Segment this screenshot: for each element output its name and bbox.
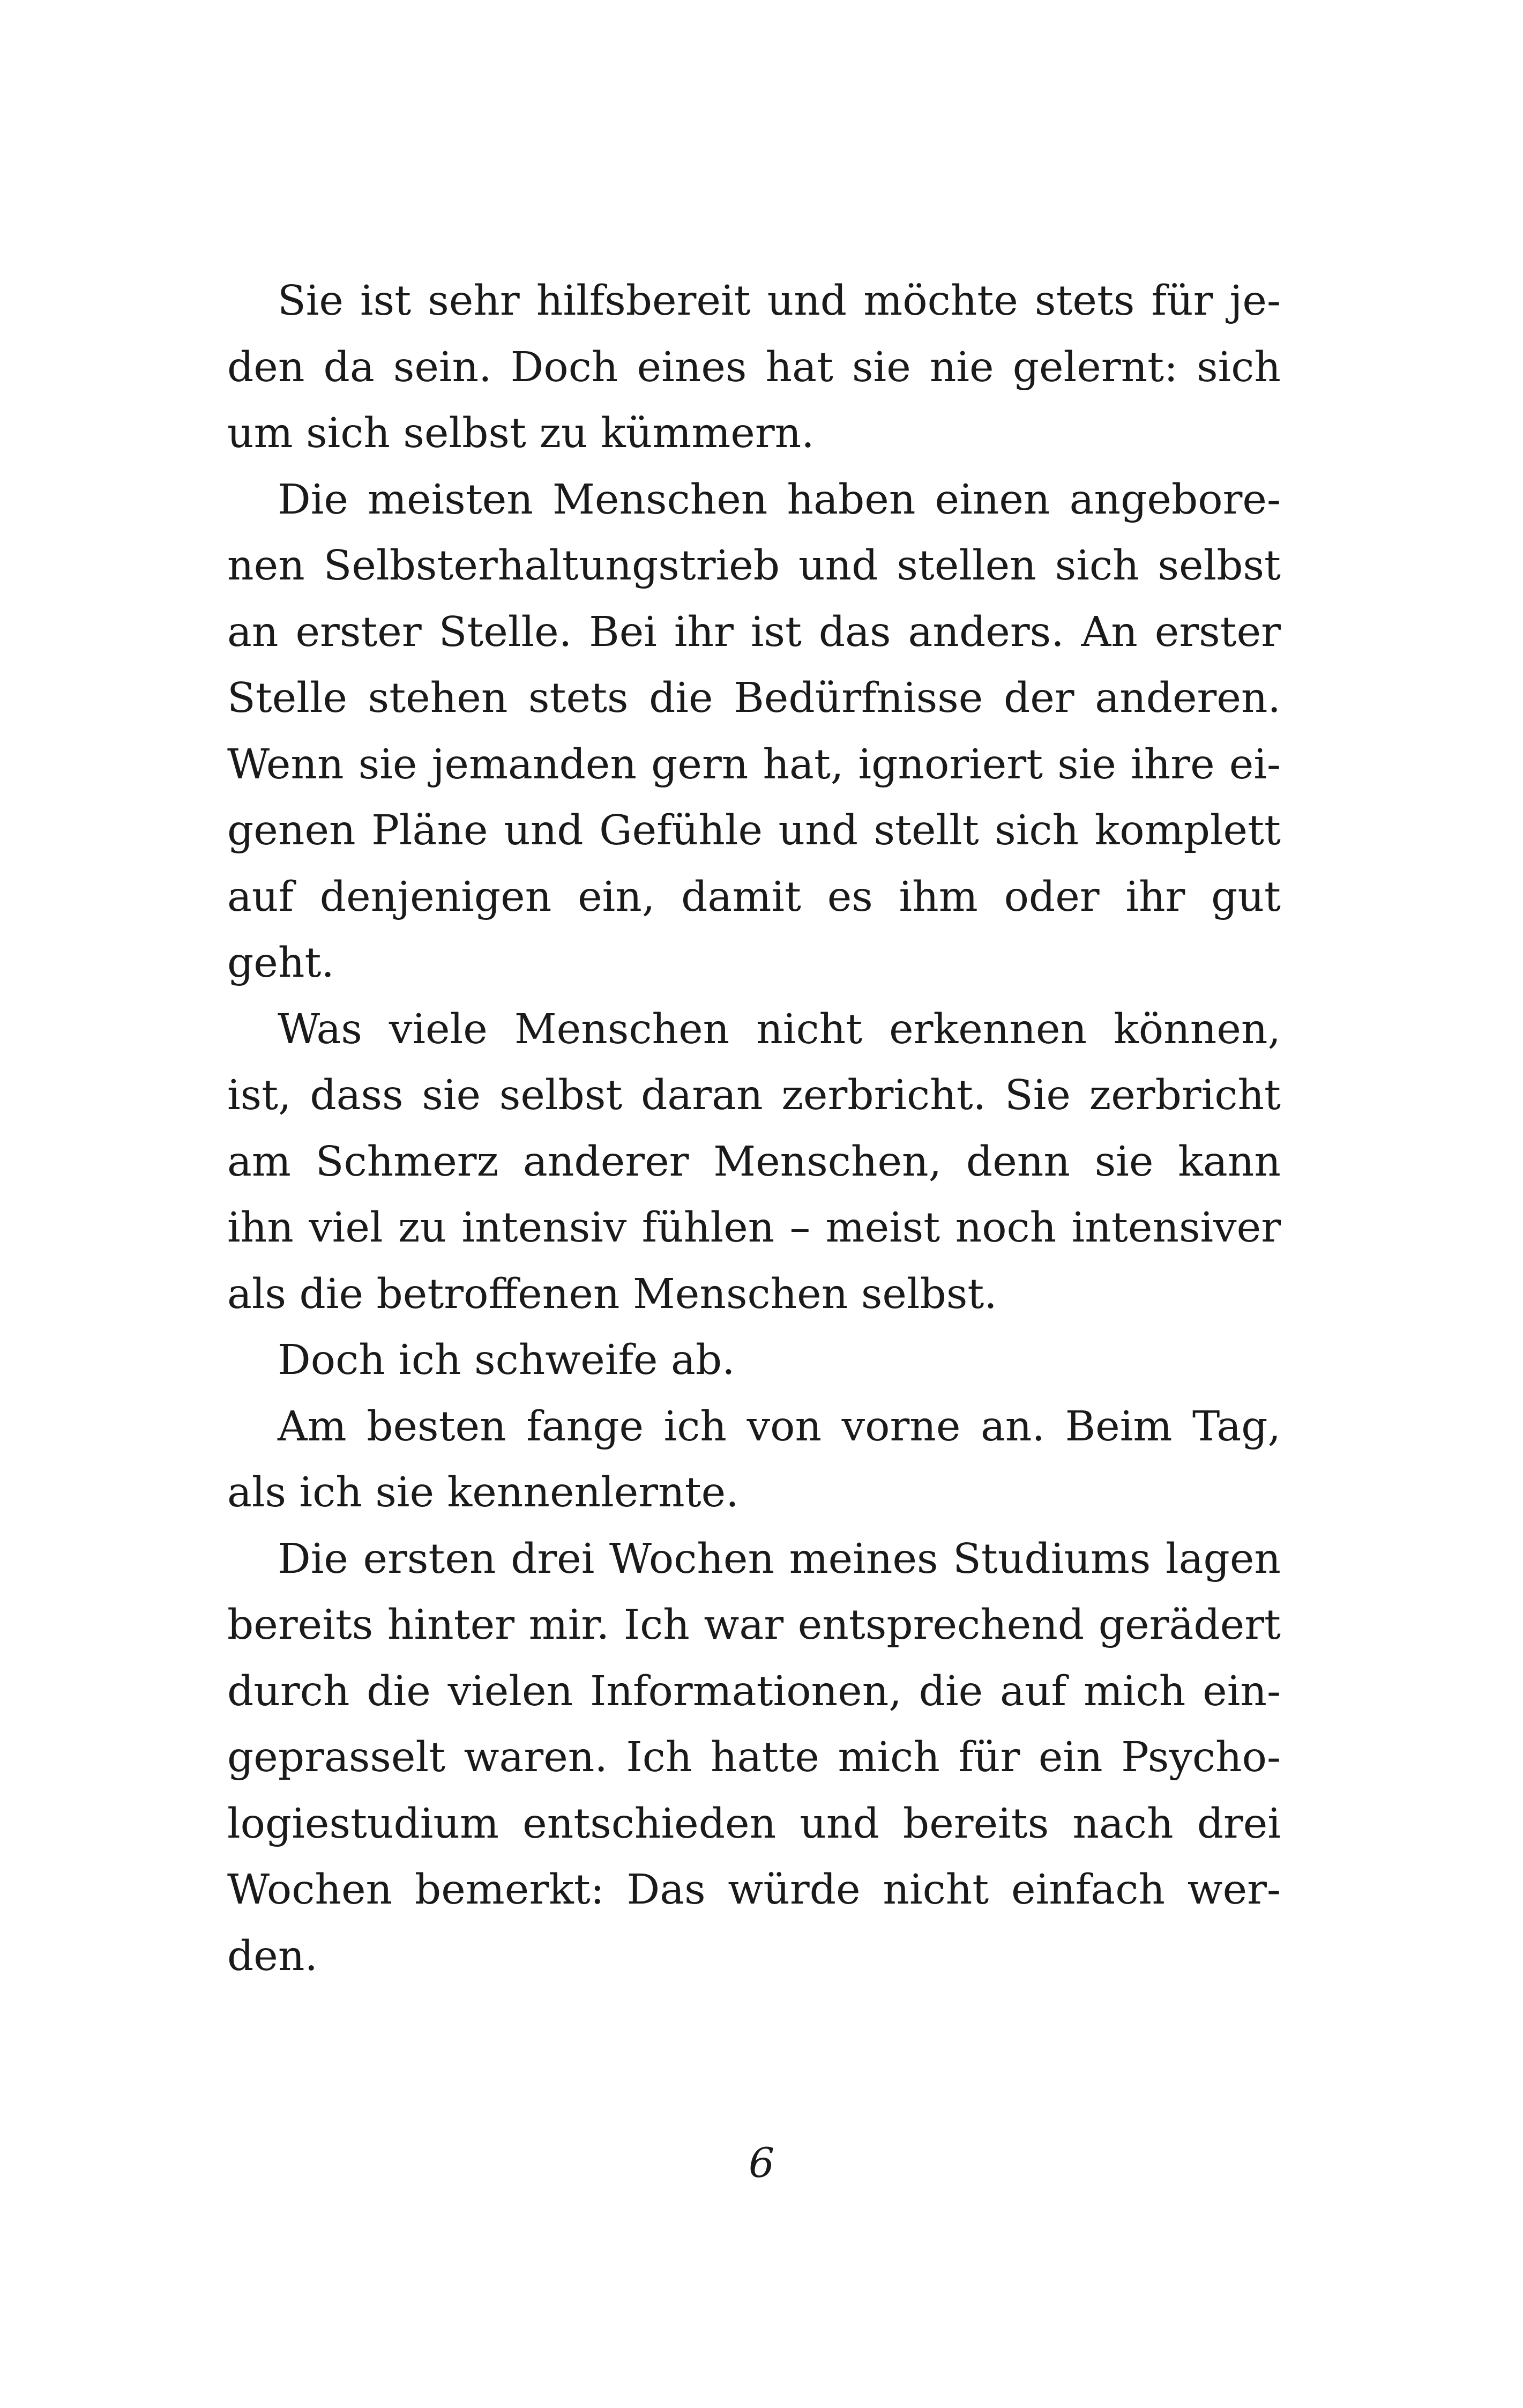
text-line: logiestudium entschieden und bereits nach drei bbox=[227, 1800, 1281, 1848]
text-line: Sie ist sehr hilfsbereit und möchte stets für je- bbox=[278, 277, 1281, 325]
text-line: den da sein. Doch eines hat sie nie gelernt: sich bbox=[227, 343, 1281, 391]
text-line: Wenn sie jemanden gern hat, ignoriert sie ihre ei- bbox=[227, 740, 1281, 789]
text-line: geht. bbox=[227, 939, 334, 987]
text-line: geprasselt waren. Ich hatte mich für ein Psycho- bbox=[227, 1734, 1281, 1781]
text-line: durch die vielen Informationen, die auf mich ein- bbox=[227, 1667, 1281, 1715]
text-line: Doch ich schweife ab. bbox=[278, 1336, 735, 1384]
text-line: Am besten fange ich von vorne an. Beim Tag, bbox=[278, 1402, 1281, 1451]
text-line: als die betroffenen Menschen selbst. bbox=[227, 1270, 997, 1318]
text-line: Die meisten Menschen haben einen angebore- bbox=[278, 475, 1281, 524]
text-line: um sich selbst zu kümmern. bbox=[227, 410, 815, 457]
body-text bbox=[227, 268, 1281, 1989]
text-line: Wochen bemerkt: Das würde nicht einfach wer- bbox=[227, 1866, 1281, 1914]
text-line: Was viele Menschen nicht erkennen können, bbox=[278, 1005, 1281, 1053]
text-line: ist, dass sie selbst daran zerbricht. Sie zerbricht bbox=[227, 1072, 1281, 1119]
text-line: als ich sie kennenlernte. bbox=[227, 1469, 739, 1517]
text-line: Die ersten drei Wochen meines Studiums lagen bbox=[278, 1535, 1281, 1583]
page-number: 6 bbox=[748, 2139, 775, 2187]
text-line: an erster Stelle. Bei ihr ist das anders. An erster bbox=[227, 608, 1281, 656]
text-line: den. bbox=[227, 1932, 318, 1980]
text-line: Stelle stehen stets die Bedürfnisse der anderen. bbox=[227, 674, 1281, 722]
text-line: genen Pläne und Gefühle und stellt sich komplett bbox=[227, 807, 1281, 854]
text-line: auf denjenigen ein, damit es ihm oder ihr gut bbox=[227, 873, 1281, 921]
text-line: am Schmerz anderer Menschen, denn sie kann bbox=[227, 1138, 1281, 1186]
text-line: nen Selbsterhaltungstrieb und stellen sich selbst bbox=[227, 542, 1281, 590]
text-line: ihn viel zu intensiv fühlen – meist noch intensiver bbox=[227, 1204, 1281, 1252]
text-line: bereits hinter mir. Ich war entsprechend gerädert bbox=[227, 1601, 1281, 1649]
